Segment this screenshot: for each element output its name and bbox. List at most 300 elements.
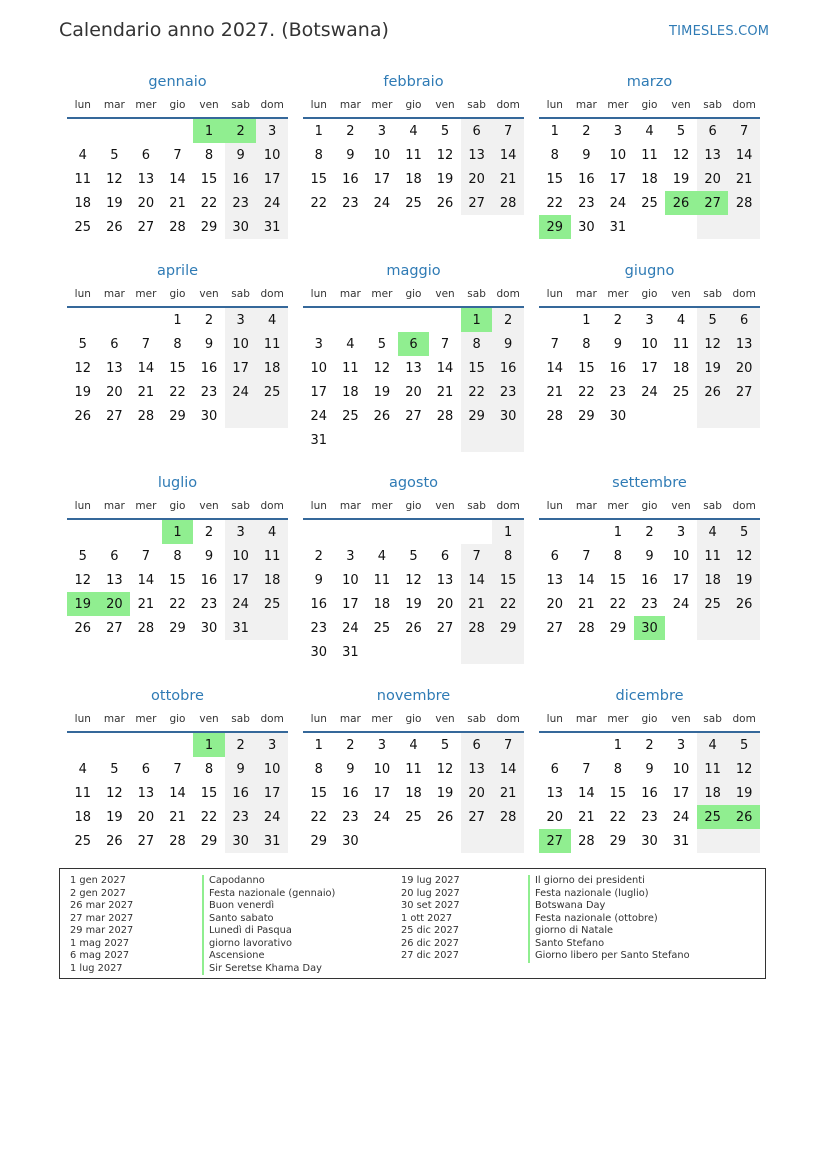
day-cell: 20 — [137, 809, 155, 825]
day-cell: 13 — [405, 360, 422, 376]
weekday-headers — [303, 708, 524, 730]
weekday-lun: lun — [310, 713, 327, 725]
day-cell: 10 — [342, 572, 359, 588]
empty-cell — [398, 640, 430, 664]
weekday-mer: mer — [135, 288, 157, 300]
day-cell: 10 — [225, 544, 257, 568]
weekday-lun: lun — [74, 713, 91, 725]
day-cell: 7 — [141, 548, 151, 564]
weekday-headers — [67, 708, 288, 730]
day-cell: 22 — [578, 384, 595, 400]
day-cell: 25 — [405, 195, 422, 211]
day-cell: 3 — [613, 123, 623, 139]
day-cell: 31 — [310, 432, 328, 448]
weekday-lun: lun — [546, 500, 563, 512]
day-cell: 13 — [106, 572, 123, 588]
day-cell: 3 — [225, 308, 257, 332]
empty-cell — [539, 733, 571, 757]
day-cell: 5 — [78, 548, 87, 564]
weekday-mer: mer — [135, 99, 157, 111]
day-cell: 1 — [613, 737, 623, 753]
day-cell: 10 — [310, 360, 328, 376]
day-cell: 15 — [310, 785, 328, 801]
day-cell: 29 — [609, 833, 627, 849]
day-cell: 20 — [546, 809, 564, 825]
empty-cell — [162, 119, 194, 143]
day-cell: 21 — [578, 809, 595, 825]
day-cell: 2 — [613, 312, 623, 328]
day-cell: 19 — [74, 384, 92, 400]
day-cell: 2 — [225, 733, 257, 757]
day-cell: 5 — [409, 548, 418, 564]
day-cell: 25 — [74, 833, 92, 849]
day-cell: 6 — [550, 548, 559, 564]
weekday-ven: ven — [435, 99, 455, 111]
day-cell: 21 — [728, 167, 760, 191]
empty-cell — [225, 404, 257, 428]
day-cell: 18 — [373, 596, 391, 612]
day-cell: 12 — [436, 147, 454, 163]
day-cell: 1 — [550, 123, 559, 139]
legend-date: 6 mag 2027 — [70, 950, 130, 961]
day-cell: 13 — [728, 332, 760, 356]
day-cell: 21 — [492, 167, 524, 191]
day-cell: 12 — [106, 171, 123, 187]
weekday-mar: mar — [339, 500, 361, 512]
day-cell: 6 — [461, 733, 493, 757]
holiday-legend — [59, 868, 766, 979]
empty-cell — [256, 404, 288, 428]
legend-holiday-name: Santo Stefano — [528, 938, 690, 951]
day-cell: 6 — [440, 548, 450, 564]
empty-cell — [429, 829, 461, 853]
day-cell: 9 — [225, 757, 257, 781]
day-cell: 30 — [609, 408, 627, 424]
day-cell: 7 — [582, 761, 591, 777]
day-cell: 3 — [225, 520, 257, 544]
day-cell: 18 — [74, 195, 92, 211]
legend-date: 29 mar 2027 — [70, 925, 134, 936]
legend-date: 1 gen 2027 — [70, 875, 126, 886]
day-cell: 27 — [436, 620, 454, 636]
day-cell: 31 — [342, 644, 359, 660]
day-cell: 5 — [110, 147, 119, 163]
weekday-mer: mer — [371, 713, 393, 725]
day-cell: 4 — [409, 123, 418, 139]
day-cell: 6 — [550, 761, 559, 777]
day-cell: 13 — [461, 757, 493, 781]
legend-holiday-name: Ascensione — [202, 950, 335, 963]
day-cell: 26 — [665, 191, 697, 215]
weekday-sab: sab — [703, 500, 722, 512]
day-cell: 16 — [492, 356, 524, 380]
weekday-gio: gio — [641, 99, 658, 111]
day-cell: 27 — [405, 408, 422, 424]
legend-date: 30 set 2027 — [401, 900, 460, 911]
day-cell: 8 — [314, 147, 323, 163]
day-cell: 21 — [546, 384, 564, 400]
day-cell: 24 — [256, 805, 288, 829]
day-cell: 27 — [539, 829, 571, 853]
day-cell: 5 — [377, 336, 387, 352]
day-cell: 9 — [582, 147, 591, 163]
weekday-headers — [67, 495, 288, 517]
day-cell: 10 — [609, 147, 627, 163]
day-cell: 11 — [256, 332, 288, 356]
day-cell: 17 — [225, 356, 257, 380]
day-cell: 15 — [578, 360, 595, 376]
empty-cell — [728, 215, 760, 239]
legend-date: 19 lug 2027 — [401, 875, 460, 886]
month-name: febbraio — [383, 74, 444, 90]
day-cell: 4 — [409, 737, 418, 753]
day-cell: 7 — [440, 336, 450, 352]
day-cell: 26 — [74, 408, 92, 424]
day-cell: 25 — [342, 408, 359, 424]
day-cell: 24 — [225, 380, 257, 404]
day-cell: 30 — [578, 219, 595, 235]
empty-cell — [665, 404, 697, 428]
month-luglio — [67, 472, 288, 640]
day-cell: 9 — [204, 336, 214, 352]
day-cell: 22 — [169, 596, 186, 612]
day-cell: 19 — [436, 171, 454, 187]
weekday-mar: mar — [103, 288, 125, 300]
day-cell: 30 — [492, 404, 524, 428]
empty-cell — [130, 308, 162, 332]
day-cell: 7 — [550, 336, 559, 352]
day-cell: 8 — [550, 147, 559, 163]
day-cell: 22 — [461, 380, 493, 404]
weekday-dom: dom — [496, 713, 520, 725]
day-cell: 19 — [728, 781, 760, 805]
day-cell: 22 — [200, 809, 218, 825]
legend-names-col-2 — [528, 875, 690, 963]
day-cell: 8 — [492, 544, 524, 568]
weekday-ven: ven — [199, 500, 219, 512]
day-cell: 26 — [373, 408, 391, 424]
day-cell: 1 — [314, 123, 323, 139]
day-cell: 4 — [256, 520, 288, 544]
day-cell: 5 — [78, 336, 87, 352]
day-cell: 3 — [645, 312, 654, 328]
weekday-ven: ven — [199, 288, 219, 300]
day-cell: 26 — [436, 809, 454, 825]
empty-cell — [366, 428, 398, 452]
day-cell: 24 — [609, 195, 627, 211]
day-grid — [303, 733, 524, 853]
month-name: settembre — [612, 475, 687, 491]
weekday-dom: dom — [496, 288, 520, 300]
day-cell: 8 — [582, 336, 591, 352]
day-cell: 27 — [106, 620, 123, 636]
weekday-gio: gio — [169, 713, 186, 725]
weekday-mar: mar — [339, 288, 361, 300]
day-cell: 17 — [256, 167, 288, 191]
weekday-gio: gio — [169, 288, 186, 300]
weekday-ven: ven — [671, 500, 691, 512]
month-name: gennaio — [148, 74, 207, 90]
month-name: agosto — [388, 475, 439, 491]
day-cell: 25 — [405, 809, 422, 825]
day-cell: 17 — [672, 572, 690, 588]
empty-cell — [571, 733, 603, 757]
day-cell: 5 — [728, 520, 760, 544]
day-cell: 1 — [314, 737, 323, 753]
day-cell: 23 — [641, 809, 658, 825]
day-cell: 5 — [440, 737, 450, 753]
empty-cell — [99, 119, 131, 143]
day-cell: 28 — [728, 191, 760, 215]
weekday-headers — [303, 283, 524, 305]
day-cell: 9 — [346, 761, 355, 777]
empty-cell — [256, 616, 288, 640]
day-cell: 14 — [137, 360, 155, 376]
weekday-sab: sab — [231, 713, 250, 725]
empty-cell — [429, 520, 461, 544]
month-aprile — [67, 260, 288, 428]
weekday-gio: gio — [169, 99, 186, 111]
day-cell: 26 — [106, 833, 123, 849]
weekday-mer: mer — [371, 500, 393, 512]
day-cell: 20 — [436, 596, 454, 612]
day-cell: 30 — [634, 616, 666, 640]
day-cell: 28 — [578, 620, 595, 636]
legend-holiday-name: Sir Seretse Khama Day — [202, 963, 335, 976]
day-cell: 8 — [613, 761, 623, 777]
month-name: maggio — [386, 263, 441, 279]
day-cell: 13 — [546, 785, 564, 801]
empty-cell — [539, 520, 571, 544]
day-cell: 16 — [310, 596, 328, 612]
legend-holiday-name: Santo sabato — [202, 913, 335, 926]
empty-cell — [99, 308, 131, 332]
empty-cell — [492, 428, 524, 452]
weekday-mar: mar — [339, 713, 361, 725]
weekday-ven: ven — [671, 99, 691, 111]
legend-date: 27 mar 2027 — [70, 912, 134, 924]
day-cell: 7 — [141, 336, 151, 352]
day-cell: 9 — [204, 548, 214, 564]
empty-cell — [697, 616, 729, 640]
day-cell: 16 — [342, 785, 359, 801]
day-cell: 2 — [582, 123, 591, 139]
day-cell: 21 — [461, 592, 493, 616]
day-grid — [303, 119, 524, 215]
day-cell: 11 — [74, 785, 92, 801]
weekday-mer: mer — [135, 713, 157, 725]
empty-cell — [492, 829, 524, 853]
day-cell: 13 — [697, 143, 729, 167]
day-cell: 21 — [169, 809, 186, 825]
month-novembre — [303, 685, 524, 853]
day-cell: 29 — [200, 833, 218, 849]
day-cell: 21 — [492, 781, 524, 805]
day-cell: 17 — [256, 781, 288, 805]
day-cell: 7 — [173, 761, 182, 777]
day-cell: 29 — [578, 408, 595, 424]
day-cell: 2 — [492, 308, 524, 332]
day-cell: 27 — [461, 191, 493, 215]
day-cell: 24 — [373, 195, 391, 211]
day-cell: 10 — [672, 761, 690, 777]
empty-cell — [99, 733, 131, 757]
day-cell: 16 — [641, 572, 658, 588]
weekday-headers — [67, 283, 288, 305]
empty-cell — [366, 640, 398, 664]
month-maggio — [303, 260, 524, 452]
day-cell: 23 — [492, 380, 524, 404]
day-cell: 24 — [672, 596, 690, 612]
legend-holiday-name: Festa nazionale (gennaio) — [202, 888, 335, 901]
day-cell: 11 — [373, 572, 391, 588]
day-cell: 28 — [461, 616, 493, 640]
day-cell: 28 — [546, 408, 564, 424]
day-cell: 25 — [74, 219, 92, 235]
month-name: novembre — [376, 688, 451, 704]
day-cell: 12 — [74, 572, 92, 588]
weekday-dom: dom — [260, 288, 284, 300]
day-cell: 6 — [110, 336, 119, 352]
day-cell: 6 — [461, 119, 493, 143]
month-settembre — [539, 472, 760, 640]
day-cell: 20 — [461, 167, 493, 191]
day-cell: 8 — [314, 761, 323, 777]
weekday-lun: lun — [310, 288, 327, 300]
legend-date: 1 mag 2027 — [70, 937, 130, 949]
weekday-sab: sab — [703, 99, 722, 111]
day-cell: 26 — [106, 219, 123, 235]
weekday-mer: mer — [371, 288, 393, 300]
weekday-headers — [539, 495, 760, 517]
day-cell: 17 — [609, 171, 627, 187]
day-cell: 6 — [697, 119, 729, 143]
day-cell: 28 — [137, 408, 155, 424]
day-cell: 3 — [314, 336, 323, 352]
legend-date: 1 ott 2027 — [401, 912, 453, 924]
empty-cell — [67, 733, 99, 757]
day-cell: 1 — [162, 520, 194, 544]
day-cell: 9 — [314, 572, 323, 588]
day-cell: 7 — [173, 147, 182, 163]
weekday-gio: gio — [405, 713, 422, 725]
day-cell: 1 — [193, 733, 225, 757]
day-cell: 30 — [225, 215, 257, 239]
weekday-ven: ven — [671, 713, 691, 725]
day-cell: 4 — [697, 520, 729, 544]
day-cell: 10 — [672, 548, 690, 564]
day-cell: 31 — [672, 833, 690, 849]
legend-holiday-name: Capodanno — [202, 875, 335, 888]
day-cell: 27 — [697, 191, 729, 215]
brand-link[interactable]: TIMESLES.COM — [669, 24, 770, 39]
weekday-headers — [539, 708, 760, 730]
day-cell: 19 — [373, 384, 391, 400]
day-cell: 18 — [405, 171, 422, 187]
day-cell: 12 — [106, 785, 123, 801]
weekday-gio: gio — [641, 713, 658, 725]
day-cell: 27 — [137, 833, 155, 849]
day-cell: 7 — [492, 733, 524, 757]
day-cell: 29 — [539, 215, 571, 239]
day-cell: 21 — [169, 195, 186, 211]
day-cell: 16 — [200, 572, 218, 588]
day-cell: 13 — [546, 572, 564, 588]
day-grid — [539, 119, 760, 239]
day-cell: 22 — [310, 195, 328, 211]
day-cell: 16 — [225, 167, 257, 191]
weekday-mar: mar — [575, 713, 597, 725]
empty-cell — [303, 308, 335, 332]
weekday-sab: sab — [467, 288, 486, 300]
day-cell: 10 — [256, 757, 288, 781]
day-cell: 20 — [106, 384, 123, 400]
day-cell: 24 — [342, 620, 359, 636]
day-cell: 12 — [672, 147, 690, 163]
day-grid — [67, 733, 288, 853]
day-cell: 11 — [405, 147, 422, 163]
legend-date: 26 dic 2027 — [401, 937, 459, 949]
day-cell: 3 — [676, 524, 686, 540]
weekday-ven: ven — [435, 500, 455, 512]
legend-holiday-name: giorno lavorativo — [202, 938, 335, 951]
day-cell: 11 — [405, 761, 422, 777]
day-cell: 23 — [200, 384, 218, 400]
day-cell: 27 — [137, 219, 155, 235]
day-cell: 25 — [697, 805, 729, 829]
weekday-mer: mer — [607, 713, 629, 725]
day-cell: 15 — [461, 356, 493, 380]
day-cell: 12 — [373, 360, 391, 376]
day-cell: 8 — [204, 147, 214, 163]
day-cell: 3 — [346, 548, 355, 564]
empty-cell — [67, 520, 99, 544]
empty-cell — [665, 616, 697, 640]
day-cell: 28 — [436, 408, 454, 424]
empty-cell — [728, 404, 760, 428]
day-cell: 2 — [204, 524, 214, 540]
day-cell: 26 — [74, 620, 92, 636]
day-cell: 2 — [645, 524, 654, 540]
day-cell: 28 — [169, 833, 186, 849]
empty-cell — [634, 215, 666, 239]
day-cell: 19 — [67, 592, 99, 616]
day-cell: 19 — [106, 195, 123, 211]
day-cell: 14 — [461, 568, 493, 592]
day-cell: 29 — [492, 616, 524, 640]
day-cell: 18 — [342, 384, 359, 400]
month-name: aprile — [156, 263, 199, 279]
day-cell: 3 — [377, 737, 387, 753]
day-cell: 26 — [436, 195, 454, 211]
weekday-mar: mar — [575, 500, 597, 512]
day-cell: 9 — [225, 143, 257, 167]
day-cell: 20 — [728, 356, 760, 380]
day-cell: 2 — [645, 737, 654, 753]
empty-cell — [492, 640, 524, 664]
day-cell: 20 — [461, 781, 493, 805]
legend-holiday-name: Festa nazionale (luglio) — [528, 888, 690, 901]
day-cell: 5 — [110, 761, 119, 777]
day-cell: 17 — [373, 785, 391, 801]
day-grid — [303, 308, 524, 452]
day-cell: 25 — [697, 592, 729, 616]
day-cell: 22 — [609, 809, 627, 825]
day-cell: 24 — [225, 592, 257, 616]
month-agosto — [303, 472, 524, 664]
day-cell: 23 — [641, 596, 658, 612]
day-cell: 7 — [582, 548, 591, 564]
